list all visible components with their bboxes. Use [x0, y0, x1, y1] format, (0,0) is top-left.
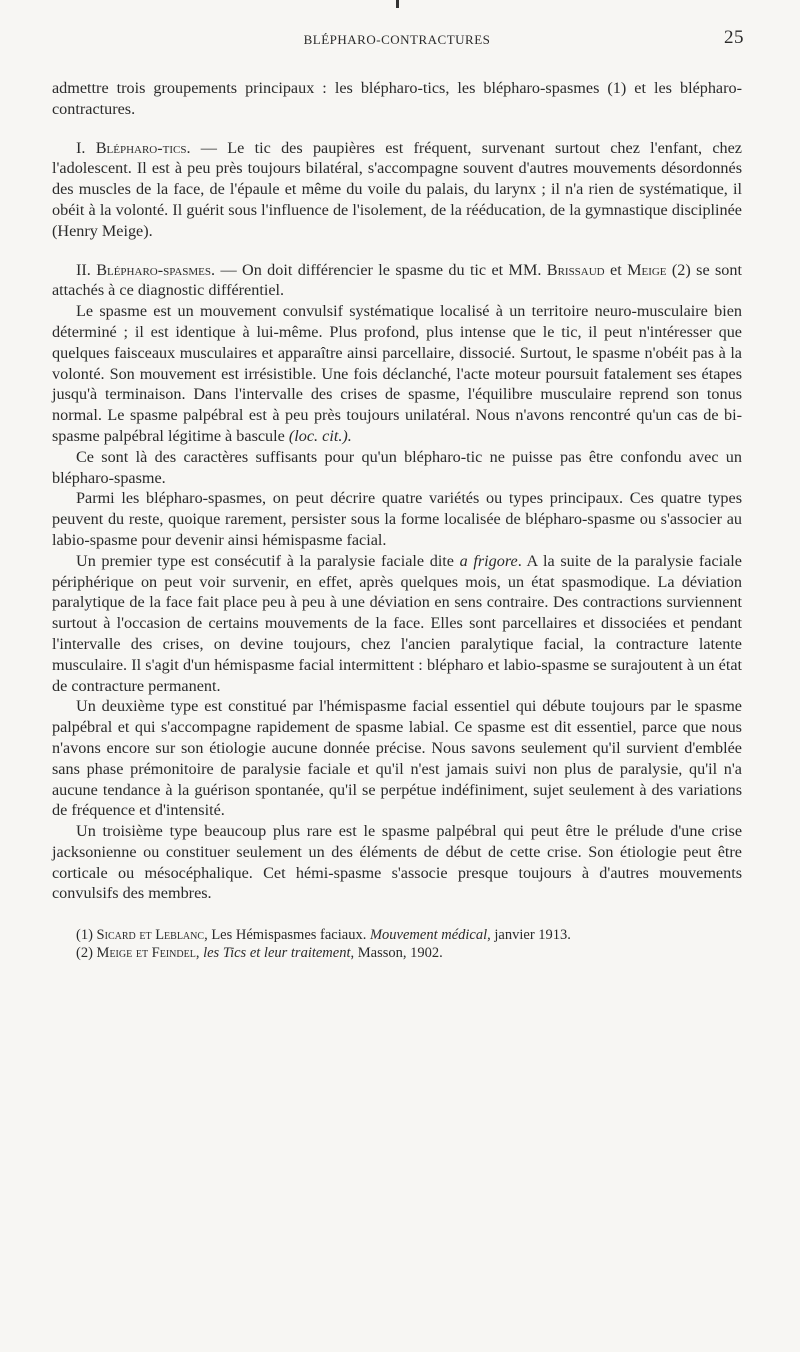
author-name: Brissaud	[546, 260, 605, 279]
latin-term: a frigore	[459, 551, 518, 570]
paragraph-caracteres: Ce sont là des caractères suffisants pour qu'un blépharo-tic ne puisse pas être confondu avec un blépharo-spasme.	[52, 447, 742, 487]
paragraph-text: Un premier type est consécutif à la paralysie faciale dite	[76, 551, 460, 570]
paragraph-text: . A la suite de la paralysie faciale périphérique on peut voir survenir, en effet, après quelques mois, un état spasmodique. La déviation paralytique de la face fait place peu à peu à une déviation en sens contraire. Des contractions surviennent surtout à l'occasion de certains mouvements de la face. Elles sont parcellaires et dissociées et pendant l'intervalle des crises, on devine toujours, chez l'ancien paralytique facial, la contracture latente musculaire. Il s'agit d'un hémispasme facial intermittent : blépharo et labio-spasme se surajoutent à un état de contracture permanent.	[52, 551, 742, 695]
body-text	[52, 78, 742, 904]
paragraph-intro: admettre trois groupements principaux : les blépharo-tics, les blépharo-spasmes (1) et les blépharo-contractures.	[52, 79, 742, 118]
section-label: I. Blépharo-tics.	[76, 138, 191, 157]
footnote-number: (1)	[76, 927, 97, 944]
paragraph-type-3: Un troisième type beaucoup plus rare est le spasme palpébral qui peut être le prélude d'une crise jacksonienne ou constituer seulement un des éléments de début de cette crise. Son étiologie peut être corticale ou mésocéphalique. Cet hémi-spasme s'associe presque toujours à d'autres mouvements convulsifs des membres.	[52, 822, 742, 903]
page-number: 25	[724, 27, 744, 48]
footnote-journal: Mouvement médical	[369, 927, 488, 944]
section-text: — Le tic des paupières est fréquent, survenant surtout chez l'enfant, chez l'adolescent. Il est à peu près toujours bilatéral, s'accompagne souvent d'autres mouvements désordonnés des muscles de la face, de l'épaule et même du voile du palais, du larynx ; il n'a rien de systématique, il obéit à la volonté. Il guérit sous l'influence de l'isolement, de la rééducation, de la gymnastique disciplinée (Henry Meige).	[52, 138, 742, 240]
paragraph-spasme	[52, 301, 742, 447]
citation: (loc. cit.).	[288, 426, 352, 445]
paragraph-text: Le spasme est un mouvement convulsif systématique localisé à un territoire neuro-musculaire bien déterminé ; il est identique à lui-même. Plus profond, plus intense que le tic, il peut n'intéresser que quelques faisceaux musculaires et apparaître ainsi parcellaire, dissocié. Surtout, le spasme n'obéit pas à la volonté. Son mouvement est irrésistible. Une fois déclanché, l'acte moteur poursuit fatalement ses étapes jusqu'à terminaison. Dans l'intervalle des crises de spasme, l'équilibre musculaire reprend son tonus normal. Le spasme palpébral est à peu près toujours unilatéral. Nous n'avons rencontré qu'un cas de bi-spasme palpébral légitime à bascule	[52, 302, 742, 445]
running-header	[52, 24, 742, 54]
footnote-text: , Les Hémispasmes faciaux.	[204, 927, 370, 944]
footnote-authors: Sicard et Leblanc	[96, 927, 205, 944]
section-text: et	[604, 260, 628, 279]
footnote-number: (2)	[76, 945, 97, 962]
section-text: (2) se sont attachés à ce diagnostic différentiel.	[52, 260, 742, 300]
footnote-authors: Meige et Feindel	[96, 945, 196, 962]
section-label: II. Blépharo-spasmes.	[76, 260, 216, 279]
footnote-1	[76, 926, 742, 944]
paragraph-type-2: Un deuxième type est constitué par l'hémispasme facial essentiel qui débute toujours par le spasme palpébral et qui s'accompagne rapidement de spasme labial. Ce spasme est dit essentiel, parce que nous n'avons encore sur son étiologie aucune donnée précise. Nous savons seulement qu'il survient d'emblée sans phase prémonitoire de paralysie faciale et qu'il n'est jamais suivi non plus de paralysie, qu'il n'a aucune tendance à la guérison spontanée, qu'il se perpétue indéfiniment, sujet seulement à des variations de fréquence et d'intensité.	[52, 697, 742, 820]
footnote-title: les Tics et leur traitement	[203, 945, 351, 962]
footnote-text: , Masson, 1902.	[350, 945, 443, 962]
section-text: — On doit différencier le spasme du tic et MM.	[215, 260, 547, 279]
running-title: BLÉPHARO-CONTRACTURES	[303, 32, 491, 47]
footnotes	[52, 926, 742, 962]
footnote-2	[76, 944, 742, 962]
paragraph-varietes: Parmi les blépharo-spasmes, on peut décrire quatre variétés ou types principaux. Ces quatre types peuvent du reste, quoique rarement, persister sous la forme localisée de blépharo-spasme ou s'associer au labio-spasme pour devenir ainsi hémispasme facial.	[52, 489, 742, 549]
paragraph-type-1	[52, 551, 742, 697]
footnote-text: , janvier 1913.	[487, 927, 571, 944]
footnote-text: ,	[195, 945, 204, 962]
section-blepharo-tics	[52, 138, 742, 242]
author-name: Meige	[627, 260, 667, 279]
section-blepharo-spasmes	[52, 260, 742, 302]
page	[52, 0, 742, 962]
